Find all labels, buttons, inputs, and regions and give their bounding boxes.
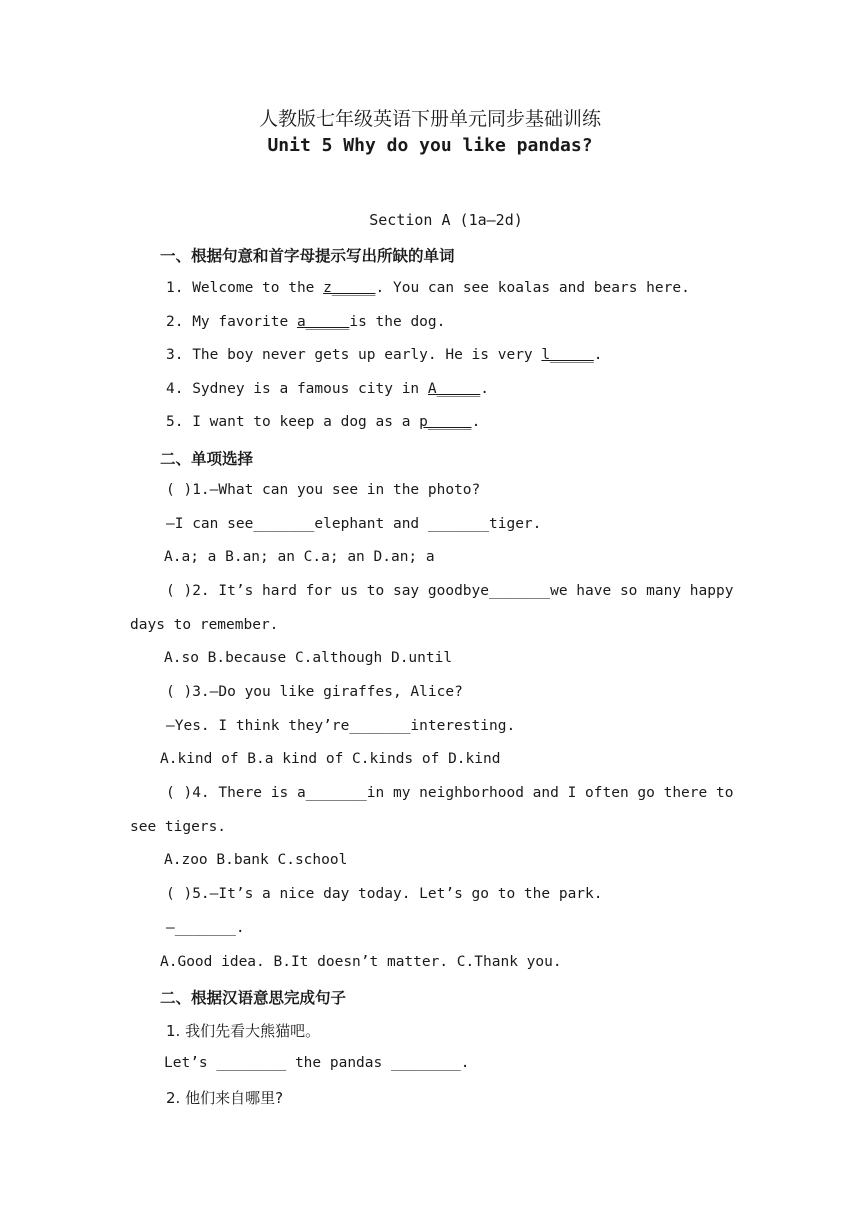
answer-blank[interactable]: a_____ [296,314,350,330]
part3-heading: 二、根据汉语意思完成句子 [160,989,347,1007]
question-5-stem: ( )5.—It’s a nice day today. Let’s go to the park. [166,886,603,902]
translation-item-2-chinese: 2. 他们来自哪里? [166,1089,284,1107]
fill-word-item-1: 1. Welcome to the z_____. You can see koalas and bears here. [166,280,690,296]
question-2-options: A.so B.because C.although D.until [164,650,453,666]
fill-word-item-5: 5. I want to keep a dog as a p_____. [166,414,481,430]
question-4-stem-continued: see tigers. [130,819,227,835]
fill-word-item-4: 4. Sydney is a famous city in A_____. [166,381,490,397]
answer-blank[interactable]: z_____ [323,280,376,296]
question-2-stem: ( )2. It’s hard for us to say goodbye_______we have so many happy [166,583,734,599]
document-title-chinese: 人教版七年级英语下册单元同步基础训练 [258,108,601,130]
fill-word-item-2: 2. My favorite a_____is the dog. [166,314,446,330]
fill-word-item-3: 3. The boy never gets up early. He is very l_____. [166,347,603,363]
question-1-stem: ( )1.—What can you see in the photo? [166,482,481,498]
part1-heading: 一、根据句意和首字母提示写出所缺的单词 [160,247,455,265]
answer-blank[interactable]: A_____ [427,381,481,397]
question-5-options: A.Good idea. B.It doesn’t matter. C.Thank you. [160,954,562,970]
question-2-stem-continued: days to remember. [130,617,279,633]
part2-heading: 二、单项选择 [160,450,254,468]
question-4-options: A.zoo B.bank C.school [164,852,348,868]
translation-item-1-chinese: 1. 我们先看大熊猫吧。 [166,1022,321,1040]
answer-blank[interactable]: l_____ [541,347,594,363]
question-5-reply: —_______. [166,920,245,936]
section-label: Section A (1a—2d) [369,211,523,229]
question-4-stem: ( )4. There is a_______in my neighborhood and I often go there to [166,785,734,801]
document-title-english: Unit 5 Why do you like pandas? [267,135,593,156]
question-1-reply: —I can see_______elephant and _______tiger. [166,516,542,532]
question-3-reply: —Yes. I think they’re_______interesting. [166,718,516,734]
question-3-options: A.kind of B.a kind of C.kinds of D.kind [160,751,501,767]
translation-item-1-english: Let’s ________ the pandas ________. [164,1055,470,1071]
question-3-stem: ( )3.—Do you like giraffes, Alice? [166,684,463,700]
answer-blank[interactable]: p_____ [419,414,472,430]
question-1-options: A.a; a B.an; an C.a; an D.an; a [164,549,435,565]
